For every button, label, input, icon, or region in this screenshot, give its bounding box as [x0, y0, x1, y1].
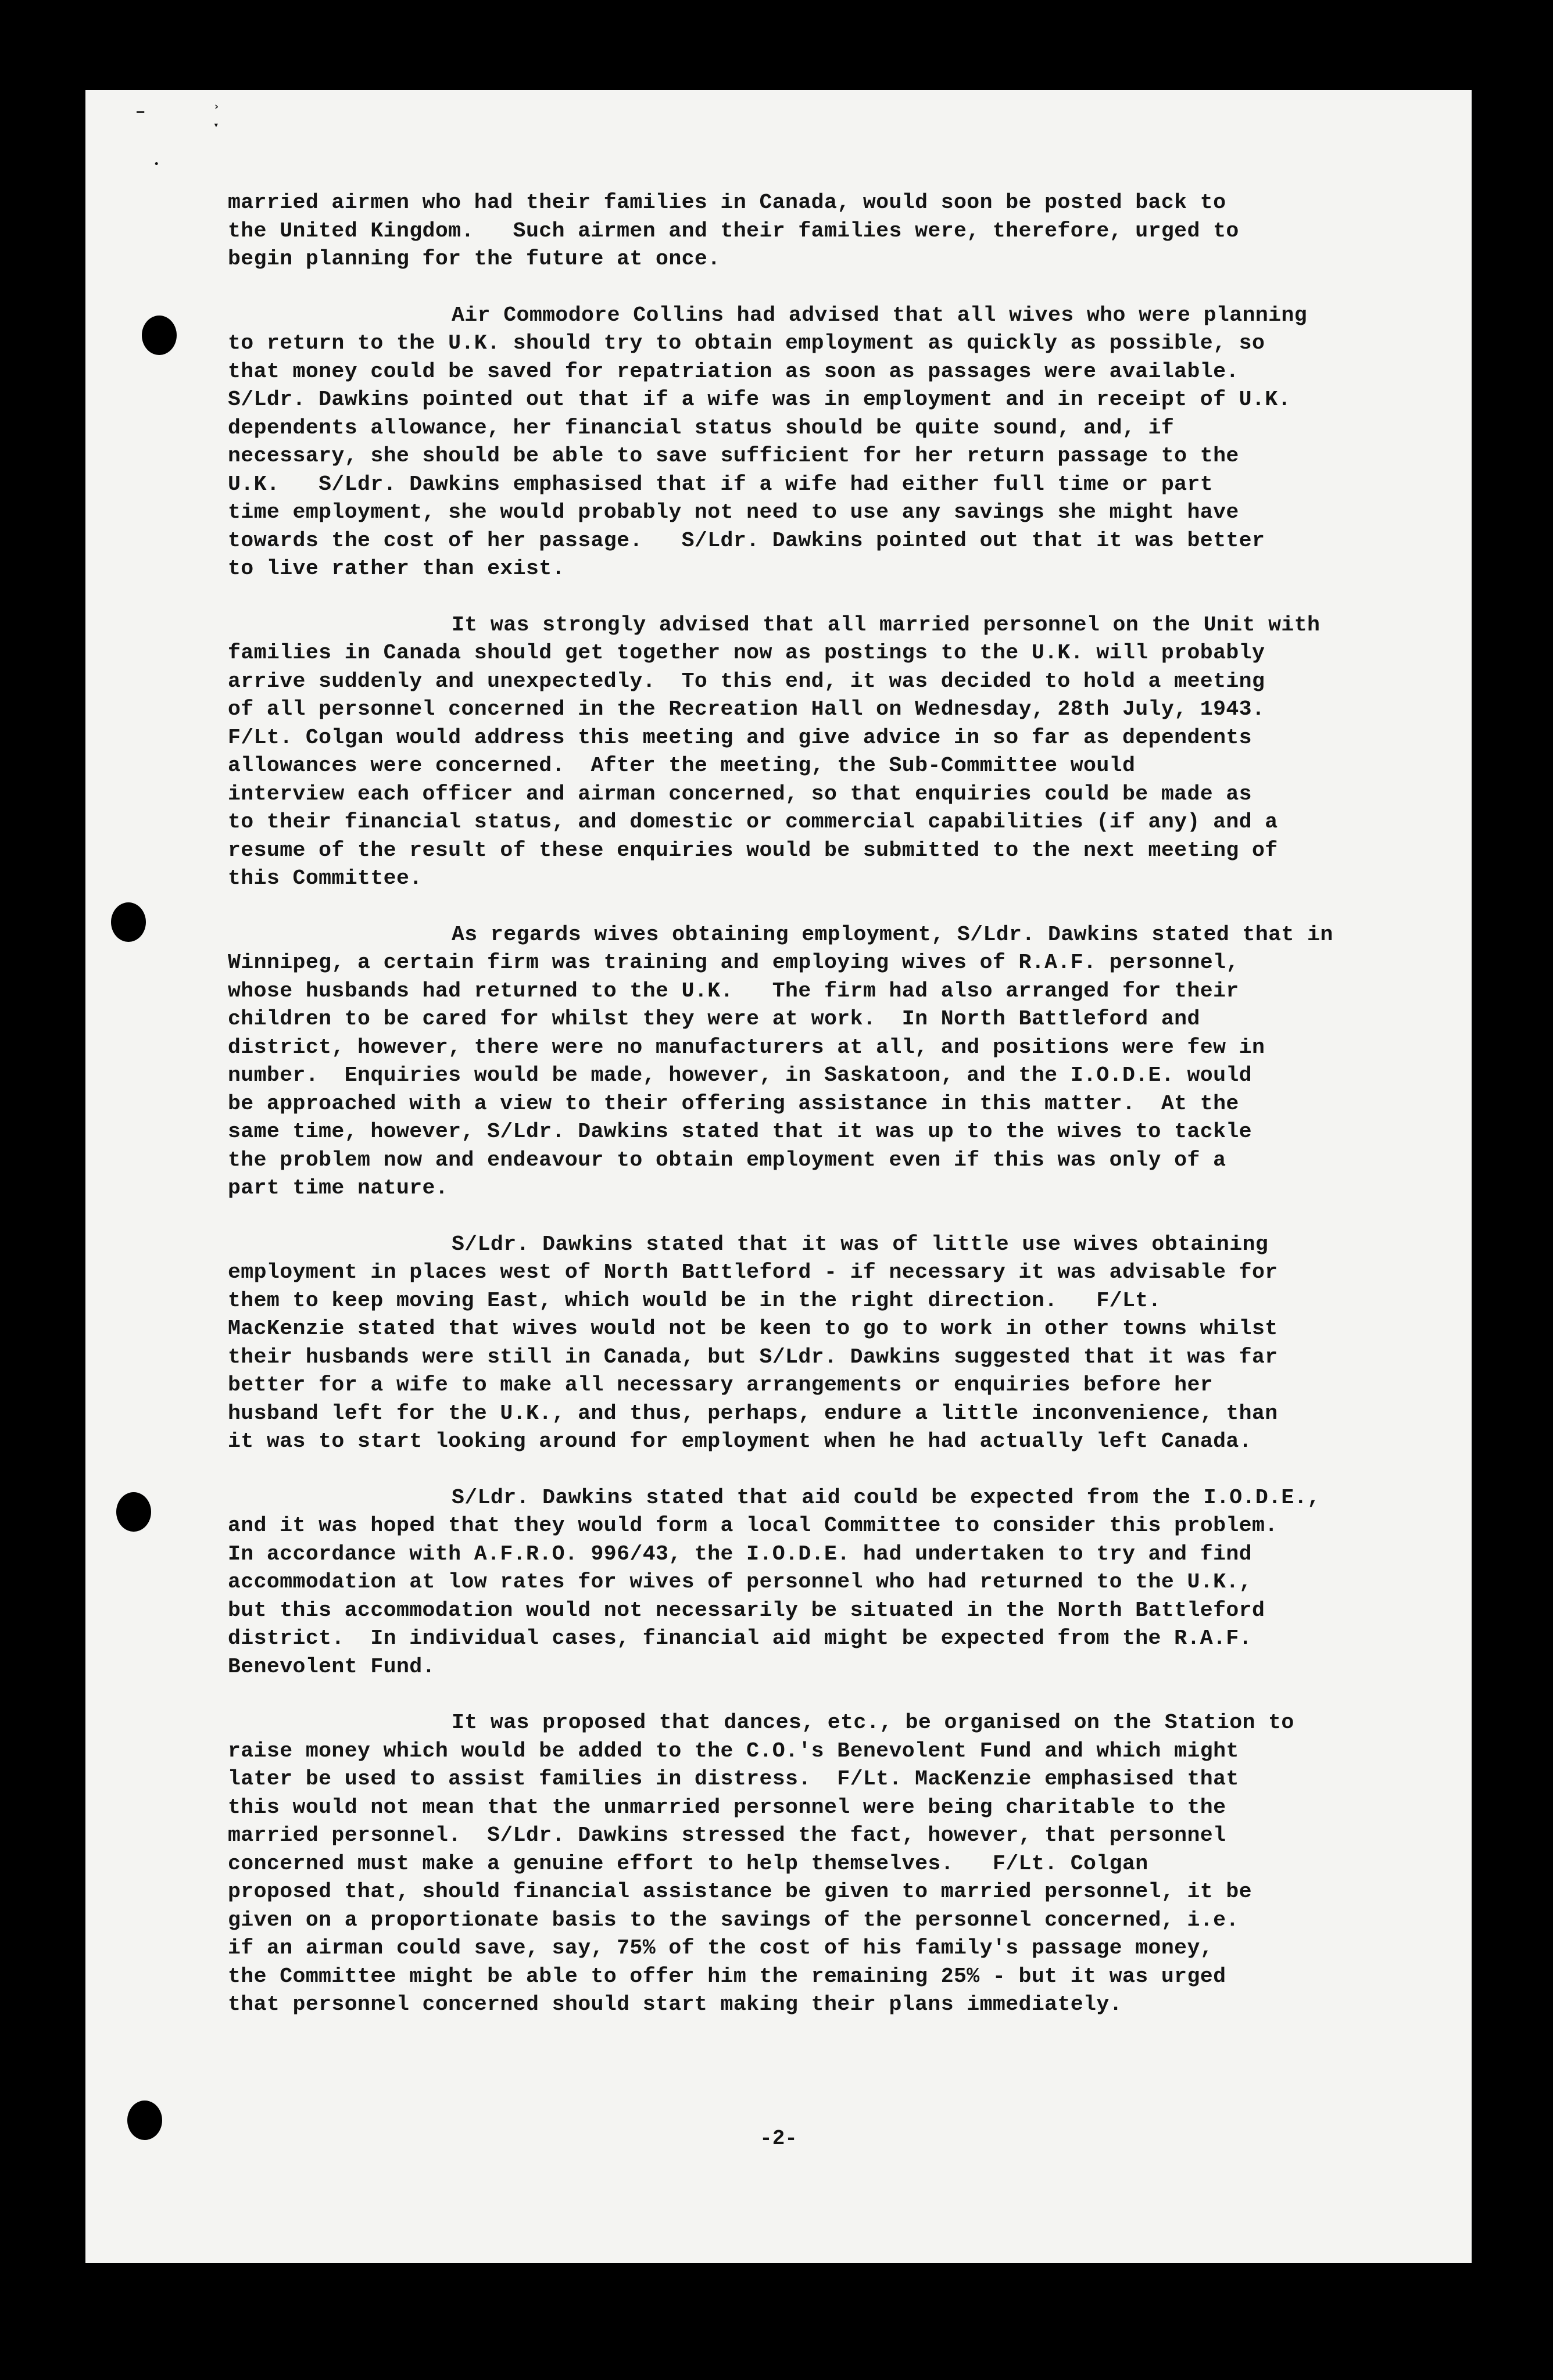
line-text: raise money which would be added to the C.O.'s Benevolent Fund and which might [228, 1739, 1239, 1763]
text-line [228, 189, 1437, 217]
line-text: later be used to assist families in distress. F/Lt. MacKenzie emphasised that [228, 1767, 1239, 1791]
line-text: accommodation at low rates for wives of personnel who had returned to the U.K., [228, 1570, 1252, 1594]
line-text: this would not mean that the unmarried personnel were being charitable to the [228, 1795, 1226, 1819]
line-text: MacKenzie stated that wives would not be keen to go to work in other towns whilst [228, 1317, 1278, 1340]
line-text: arrive suddenly and unexpectedly. To this end, it was decided to hold a meeting [228, 669, 1265, 693]
line-text: U.K. S/Ldr. Dawkins emphasised that if a wife had either full time or part [228, 472, 1214, 496]
text-line [228, 1850, 1437, 1879]
text-line [228, 611, 1437, 640]
text-line [228, 414, 1437, 443]
text-line [228, 696, 1437, 724]
line-text: In accordance with A.F.R.O. 996/43, the I.O.D.E. had undertaken to try and find [228, 1542, 1252, 1566]
line-text: number. Enquiries would be made, however, in Saskatoon, and the I.O.D.E. would [228, 1063, 1252, 1087]
line-text: As regards wives obtaining employment, S/Ldr. Dawkins stated that in [452, 922, 1333, 947]
line-text: the problem now and endeavour to obtain employment even if this was only of a [228, 1148, 1226, 1172]
text-line [228, 442, 1437, 471]
punch-hole [111, 902, 146, 942]
text-line [228, 329, 1437, 358]
line-text: married airmen who had their families in Canada, would soon be posted back to [228, 191, 1226, 214]
text-line [228, 639, 1437, 668]
text-line [228, 1540, 1437, 1569]
text-line [228, 1343, 1437, 1372]
text-line [228, 1259, 1437, 1287]
text-line [228, 1005, 1437, 1034]
text-line [228, 1287, 1437, 1316]
line-text: better for a wife to make all necessary arrangements or enquiries before her [228, 1373, 1214, 1397]
text-line [228, 1484, 1437, 1512]
text-line [228, 1934, 1437, 1963]
line-text: if an airman could save, say, 75% of the cost of his family's passage money, [228, 1936, 1214, 1960]
text-line [228, 1371, 1437, 1400]
line-text: married personnel. S/Ldr. Dawkins stressed the fact, however, that personnel [228, 1823, 1226, 1847]
text-line [228, 1878, 1437, 1906]
text-line [228, 302, 1437, 330]
text-line [228, 752, 1437, 780]
text-line [228, 245, 1437, 274]
text-line [228, 217, 1437, 246]
text-line [228, 837, 1437, 865]
text-line [228, 949, 1437, 977]
line-text: children to be cared for whilst they were at work. In North Battleford and [228, 1007, 1200, 1031]
text-line [228, 1090, 1437, 1119]
text-line [228, 1118, 1437, 1146]
line-text: allowances were concerned. After the meeting, the Sub-Committee would [228, 754, 1136, 777]
text-line [228, 1400, 1437, 1428]
text-line [228, 1765, 1437, 1794]
line-text: S/Ldr. Dawkins stated that aid could be expected from the I.O.D.E., [452, 1485, 1321, 1510]
line-text: the United Kingdom. Such airmen and their families were, therefore, urged to [228, 218, 1239, 243]
line-text: S/Ldr. Dawkins pointed out that if a wife was in employment and in receipt of U.K. [228, 388, 1291, 411]
line-text: and it was hoped that they would form a local Committee to consider this problem. [228, 1514, 1278, 1537]
text-line [228, 724, 1437, 752]
text-line [228, 1034, 1437, 1062]
line-text: given on a proportionate basis to the savings of the personnel concerned, i.e. [228, 1908, 1239, 1932]
text-line [228, 1231, 1437, 1259]
text-line [228, 1568, 1437, 1597]
text-line [228, 527, 1437, 555]
paragraph [228, 611, 1437, 893]
line-text: to their financial status, and domestic or commercial capabilities (if any) and a [228, 810, 1278, 834]
text-line [228, 780, 1437, 809]
line-text: necessary, she should be able to save sufficient for her return passage to the [228, 444, 1239, 468]
line-text: Winnipeg, a certain firm was training and employing wives of R.A.F. personnel, [228, 951, 1239, 974]
document-page [85, 90, 1472, 2263]
line-text: S/Ldr. Dawkins stated that it was of little use wives obtaining [452, 1232, 1269, 1256]
text-line [228, 1428, 1437, 1456]
text-line [228, 386, 1437, 414]
line-text: resume of the result of these enquiries would be submitted to the next meeting of [228, 838, 1278, 862]
text-line [228, 1963, 1437, 1991]
line-text: but this accommodation would not necessarily be situated in the North Battleford [228, 1598, 1265, 1622]
text-line [228, 668, 1437, 696]
line-text: F/Lt. Colgan would address this meeting and give advice in so far as dependents [228, 725, 1252, 750]
line-text: It was strongly advised that all married personnel on the Unit with [452, 612, 1321, 637]
line-text: dependents allowance, her financial status should be quite sound, and, if [228, 415, 1175, 440]
line-text: interview each officer and airman concerned, so that enquiries could be made as [228, 782, 1252, 806]
line-text: this Committee. [228, 866, 423, 890]
line-text: district, however, there were no manufacturers at all, and positions were few in [228, 1035, 1265, 1059]
corner-mark-arrow: ▾ [213, 119, 219, 130]
text-line [228, 1991, 1437, 2019]
document-body [228, 189, 1437, 2047]
line-text: proposed that, should financial assistance be given to married personnel, it be [228, 1880, 1252, 1904]
line-text: Air Commodore Collins had advised that all wives who were planning [452, 303, 1308, 327]
line-text: whose husbands had returned to the U.K. The firm had also arranged for their [228, 978, 1239, 1003]
paragraph [228, 1231, 1437, 1456]
line-text: concerned must make a genuine effort to help themselves. F/Lt. Colgan [228, 1851, 1148, 1876]
text-line [228, 977, 1437, 1006]
line-text: district. In individual cases, financial aid might be expected from the R.A.F. [228, 1626, 1252, 1650]
text-line [228, 1315, 1437, 1343]
punch-hole [116, 1492, 151, 1532]
text-line [228, 499, 1437, 527]
line-text: time employment, she would probably not need to use any savings she might have [228, 500, 1239, 524]
text-line [228, 921, 1437, 949]
text-line [228, 1653, 1437, 1682]
paragraph [228, 189, 1437, 274]
line-text: Benevolent Fund. [228, 1654, 435, 1679]
text-line [228, 1794, 1437, 1822]
corner-mark-tick: › [213, 101, 220, 113]
corner-mark-dash: – [137, 105, 145, 119]
line-text: begin planning for the future at once. [228, 247, 721, 271]
paragraph [228, 1484, 1437, 1682]
line-text: the Committee might be able to offer him the remaining 25% - but it was urged [228, 1964, 1226, 1988]
text-line [228, 1625, 1437, 1653]
page-number: -2- [760, 2127, 797, 2150]
line-text: of all personnel concerned in the Recreation Hall on Wednesday, 28th July, 1943. [228, 697, 1265, 721]
text-line [228, 1597, 1437, 1625]
line-text: same time, however, S/Ldr. Dawkins stated that it was up to the wives to tackle [228, 1120, 1252, 1144]
text-line [228, 358, 1437, 386]
text-line [228, 1062, 1437, 1090]
line-text: towards the cost of her passage. S/Ldr. Dawkins pointed out that it was better [228, 528, 1265, 553]
line-text: to live rather than exist. [228, 557, 565, 580]
line-text: husband left for the U.K., and thus, perhaps, endure a little inconvenience, than [228, 1401, 1278, 1425]
text-line [228, 1174, 1437, 1203]
text-line [228, 471, 1437, 499]
line-text: that personnel concerned should start making their plans immediately. [228, 1992, 1122, 2016]
paragraph [228, 302, 1437, 583]
text-line [228, 1512, 1437, 1540]
paragraph [228, 921, 1437, 1203]
text-line [228, 555, 1437, 583]
line-text: their husbands were still in Canada, but S/Ldr. Dawkins suggested that it was far [228, 1345, 1278, 1369]
line-text: to return to the U.K. should try to obtain employment as quickly as possible, so [228, 331, 1265, 355]
paragraph [228, 1709, 1437, 2019]
line-text: employment in places west of North Battleford - if necessary it was advisable for [228, 1260, 1278, 1284]
text-line [228, 808, 1437, 837]
text-line [228, 1146, 1437, 1175]
text-line [228, 1822, 1437, 1850]
line-text: families in Canada should get together now as postings to the U.K. will probably [228, 641, 1265, 665]
text-line [228, 1737, 1437, 1766]
punch-hole [142, 316, 177, 355]
text-line [228, 865, 1437, 893]
line-text: it was to start looking around for employment when he had actually left Canada. [228, 1429, 1252, 1453]
line-text: them to keep moving East, which would be in the right direction. F/Lt. [228, 1288, 1161, 1313]
line-text: part time nature. [228, 1176, 449, 1200]
line-text: that money could be saved for repatriation as soon as passages were available. [228, 359, 1239, 383]
corner-mark-dot: • [154, 160, 159, 169]
text-line [228, 1709, 1437, 1737]
line-text: It was proposed that dances, etc., be organised on the Station to [452, 1711, 1294, 1734]
line-text: be approached with a view to their offering assistance in this matter. At the [228, 1091, 1239, 1116]
text-line [228, 1906, 1437, 1935]
